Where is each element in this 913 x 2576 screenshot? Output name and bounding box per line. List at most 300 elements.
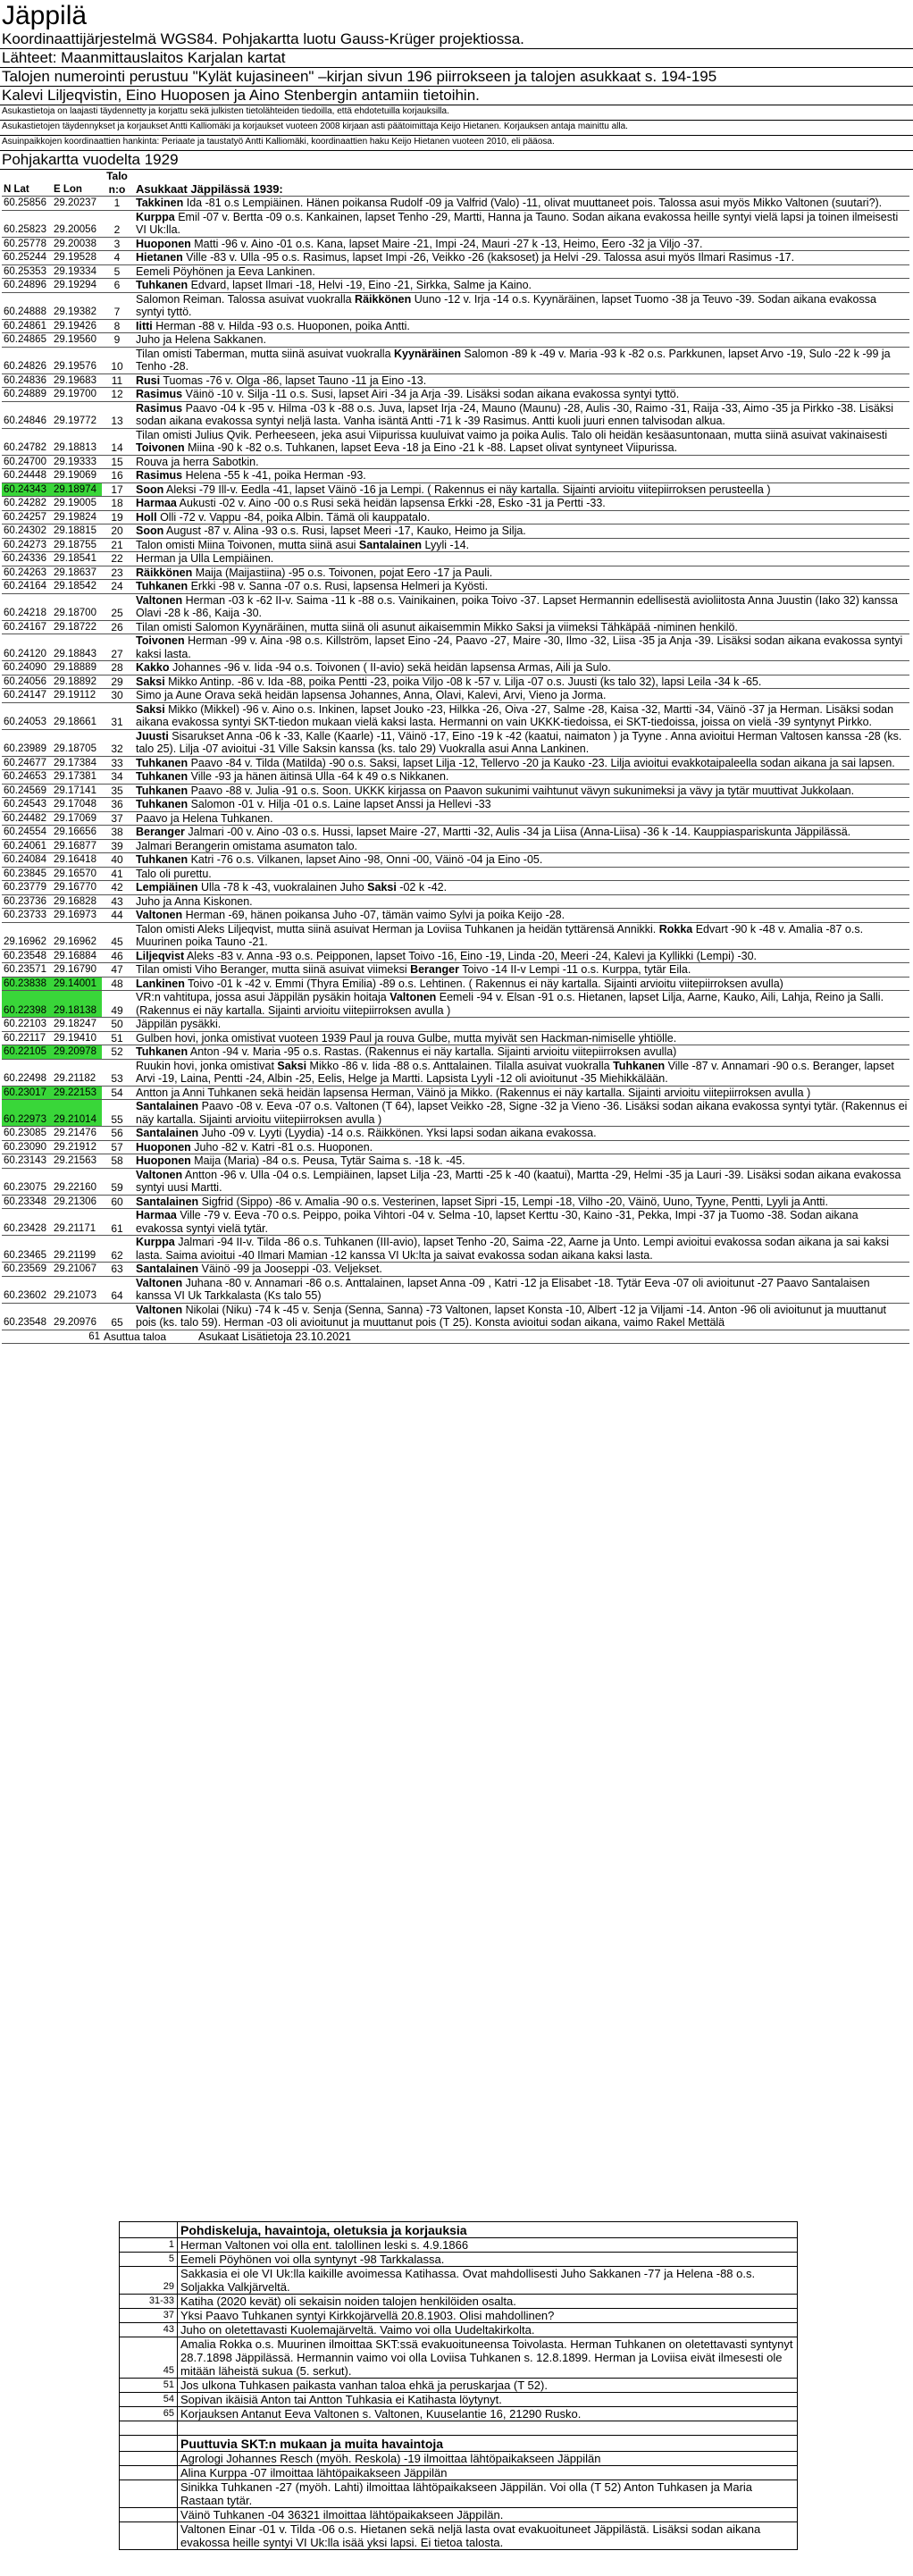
longitude-cell: 29.18815 [52, 524, 102, 539]
longitude-cell: 29.16973 [52, 909, 102, 923]
house-number-cell: 34 [102, 770, 132, 785]
latitude-cell: 60.24053 [2, 702, 52, 729]
latitude-cell: 60.23779 [2, 881, 52, 895]
residents-text: Nikolai (Niku) -74 k -45 v. Senja (Senna, Sanna) -73 Valtonen, lapset Konsta -10, Albert -12 ja Viljami -14. Anton -96 oli avioitunut ja muuttanut pois (ks. talo 59). Herman -03 oli avioitunut ja muuttanut pois (T 25). Konsta avioitui sodan aikana, vaimo Rakel Mettälä [136, 1303, 887, 1329]
empty-cell [120, 2522, 178, 2550]
residents-cell [132, 292, 909, 319]
table-row [2, 661, 909, 675]
obs-missing-row [120, 2480, 798, 2508]
family-name: Rasimus [136, 469, 183, 482]
longitude-cell: 29.18705 [52, 729, 102, 756]
table-row [2, 675, 909, 689]
obs-row [120, 2407, 798, 2421]
residents-cell [132, 1086, 909, 1100]
residents-text: Mikko -86 v. Iida -88 o.s. Anttalainen. Tilalla asuivat vuokralla [306, 1059, 614, 1072]
house-number-cell: 6 [102, 279, 132, 293]
house-number-cell: 4 [102, 251, 132, 265]
residents-text: Katri -76 o.s. Vilkanen, lapset Aino -98, Onni -00, Väinö -04 ja Eino -05. [188, 853, 543, 866]
residents-text: Ville -87 v. Annamari -90 o.s. Beranger, lapset Arvi -19, Laina, Pentti -24, Albin -25, Eelis, Helge ja Martti. Lapsista Lyyli -12 oli avioitunut -35 Miehikkälään. [136, 1059, 894, 1085]
latitude-cell: 60.22973 [2, 1100, 52, 1127]
obs-text: Korjauksen Antanut Eeva Valtonen s. Valtonen, Kuuselantie 16, 21290 Rusko. [178, 2407, 798, 2421]
table-row [2, 469, 909, 483]
residents-cell [132, 661, 909, 675]
table-row [2, 510, 909, 524]
latitude-cell: 60.23348 [2, 1195, 52, 1209]
latitude-cell: 60.24343 [2, 482, 52, 497]
note-line: Asukastietoja on laajasti täydennetty ja korjattu sekä julkisten tietolähteiden tiedoilla, että ehdotetuilla korjauksilla. [0, 105, 913, 121]
longitude-cell: 29.18843 [52, 634, 102, 661]
residents-text: Simo ja Aune Orava sekä heidän lapsensa Johannes, Anna, Olavi, Kalevi, Arvi, Vieno ja Jorma. [136, 689, 607, 701]
obs-heading-row [120, 2222, 798, 2238]
family-name: Santalainen [136, 1263, 199, 1275]
house-number-cell: 16 [102, 469, 132, 483]
observations-table [119, 2221, 798, 2550]
house-number-cell: 62 [102, 1236, 132, 1263]
obs-row [120, 2295, 798, 2309]
residents-text: Tilan omisti Viho Beranger, mutta siinä asuivat viimeksi [136, 963, 411, 976]
latitude-cell: 60.24302 [2, 524, 52, 539]
house-number-cell: 20 [102, 524, 132, 539]
note-line: Asuinpaikkojen koordinaattien hankinta: Periaate ja taustatyö Antti Kalliomäki, koordinaattien haku Keijo Hietanen vuoteen 2010, eli pääosa. [0, 136, 913, 151]
residents-cell [132, 620, 909, 634]
longitude-cell: 29.16828 [52, 894, 102, 909]
house-number-cell: 18 [102, 497, 132, 511]
obs-house-ref: 54 [120, 2393, 178, 2407]
table-row [2, 1140, 909, 1154]
latitude-cell: 60.24084 [2, 853, 52, 868]
update-note: Asukaat Lisätietoja 23.10.2021 [195, 1330, 909, 1344]
table-row [2, 333, 909, 348]
residents-text: Herman -88 v. Hilda -93 o.s. Huoponen, poika Antti. [152, 319, 410, 332]
residents-cell [132, 1195, 909, 1209]
family-name: Holl [136, 510, 157, 524]
table-row [2, 401, 909, 428]
residents-text: Herman ja Ulla Lempiäinen. [136, 552, 274, 565]
latitude-cell: 60.23571 [2, 963, 52, 978]
family-name: Valtonen [136, 1276, 183, 1289]
longitude-cell: 29.22160 [52, 1168, 102, 1195]
house-number-cell: 12 [102, 388, 132, 402]
obs-house-ref: 45 [120, 2337, 178, 2379]
residents-text: VR:n vahtitupa, jossa asui Jäppilän pysäkin hoitaja [136, 991, 390, 1003]
latitude-cell: 60.23090 [2, 1140, 52, 1154]
residents-cell [132, 949, 909, 963]
latitude-cell: 60.24336 [2, 552, 52, 566]
table-row [2, 1303, 909, 1330]
residents-text: Lyyli -14. [422, 538, 470, 551]
obs-row [120, 2337, 798, 2379]
house-number-cell: 65 [102, 1303, 132, 1330]
residents-cell [132, 853, 909, 868]
table-row [2, 1127, 909, 1141]
residents-text: Emil -07 v. Bertta -09 o.s. Kankainen, lapset Tenho -29, Martti, Hanna ja Tauno. Sodan aikana evakossa heille syntyi vielä lapsi ja toinen ilmeisesti VI Uk:lla. [136, 210, 899, 236]
house-number-cell: 45 [102, 922, 132, 949]
residents-text: Eemeli -94 v. Elsan -91 o.s. Hietanen, lapset Lilja, Aarne, Kauko, Aili, Lahja, Reino ja Salli. (Rakennus ei näy kartalla. Sijainti arvioitu viitepiirroksen avulla ) [136, 991, 884, 1017]
latitude-cell: 60.24147 [2, 689, 52, 703]
house-number-cell: 58 [102, 1154, 132, 1169]
table-row [2, 853, 909, 868]
family-name: Saksi [136, 675, 165, 688]
latitude-cell: 60.24554 [2, 826, 52, 840]
residents-text: Talon omisti Aleks Liljeqvist, mutta siinä asuivat Herman ja Loviisa Tuhkanen ja heidän tyttärensä Annikki. [136, 922, 659, 936]
residents-text: Helena -55 k -41, poika Herman -93. [182, 469, 366, 482]
house-number-cell: 55 [102, 1100, 132, 1127]
latitude-cell: 60.23602 [2, 1276, 52, 1303]
residents-text: Edvard, lapset Ilmari -18, Helvi -19, Eino -21, Sirkka, Salme ja Kaino. [188, 279, 532, 291]
family-name: Rokka [658, 922, 693, 936]
latitude-cell: 60.24889 [2, 388, 52, 402]
table-row [2, 811, 909, 826]
house-number-cell: 53 [102, 1059, 132, 1086]
obs-house-ref: 43 [120, 2323, 178, 2337]
observations-section [0, 2221, 913, 2550]
obs-missing-text: Väinö Tuhkanen -04 36321 ilmoittaa lähtöpaikakseen Jäppilän. [178, 2508, 798, 2522]
family-name: Tuhkanen [613, 1059, 666, 1072]
latitude-cell: 60.23548 [2, 1303, 52, 1330]
table-row [2, 922, 909, 949]
house-number-cell: 54 [102, 1086, 132, 1100]
latitude-cell: 60.24677 [2, 756, 52, 770]
obs-text: Eemeli Pöyhönen voi olla syntynyt -98 Tarkkalassa. [178, 2253, 798, 2267]
header-line: Koordinaattijärjestelmä WGS84. Pohjakartta luotu Gauss-Krüger projektiossa. [0, 30, 913, 49]
family-name: Toivonen [136, 441, 185, 454]
family-name: Huoponen [136, 1140, 191, 1154]
latitude-cell: 60.22103 [2, 1018, 52, 1032]
house-number-cell: 48 [102, 977, 132, 991]
residents-cell [132, 675, 909, 689]
house-number-cell: 39 [102, 839, 132, 853]
longitude-cell: 29.19005 [52, 497, 102, 511]
residents-cell [132, 784, 909, 798]
residents-text: Toivo -14 II-v Lempi -11 o.s. Kurppa, tytär Eila. [458, 963, 691, 976]
latitude-cell: 60.24061 [2, 839, 52, 853]
residents-cell [132, 881, 909, 895]
house-number-cell: 25 [102, 593, 132, 620]
residents-cell [132, 1045, 909, 1060]
family-name: Tuhkanen [136, 1045, 188, 1058]
longitude-cell: 29.20038 [52, 237, 102, 251]
residents-cell [132, 1031, 909, 1045]
table-row [2, 1031, 909, 1045]
table-row [2, 428, 909, 455]
residents-text: Maija (Maria) -84 o.s. Peusa, Tytär Saima s. -18 k. -45. [190, 1154, 465, 1167]
longitude-cell: 29.22153 [52, 1086, 102, 1100]
latitude-cell: 60.24861 [2, 319, 52, 333]
house-number-cell: 60 [102, 1195, 132, 1209]
obs-row [120, 2379, 798, 2393]
obs-row [120, 2267, 798, 2295]
family-name: Tuhkanen [136, 770, 188, 783]
family-name: Liljeqvist [136, 949, 185, 962]
obs-text: Jos ulkona Tuhkasen paikasta vanhan taloa ehkä ja peruskarjaa (T 52). [178, 2379, 798, 2393]
map-base-line: Pohjakartta vuodelta 1929 [0, 151, 913, 170]
residents-cell [132, 839, 909, 853]
latitude-cell: 60.24846 [2, 401, 52, 428]
residents-text: Paavo -88 v. Julia -91 o.s. Soon. UKKK kirjassa on Paavon sukunimi vaihtunut vävyn sukunimeksi ja vävy ja tytär muuttivat Jukkolaan. [188, 784, 855, 797]
residents-cell [132, 1236, 909, 1263]
table-row [2, 839, 909, 853]
table-row [2, 867, 909, 881]
header-line: Talojen numerointi perustuu "Kylät kujasineen" –kirjan sivun 196 piirrokseen ja talojen asukkaat s. 194-195 [0, 68, 913, 87]
longitude-cell: 29.19576 [52, 347, 102, 373]
house-number-cell: 51 [102, 1031, 132, 1045]
residents-text: Toivo -01 k -42 v. Emmi (Thyra Emilia) -89 o.s. Lehtinen. ( Rakennus ei näy kartalla. Sijainti arvioitu viitepiirroksen avulla) [184, 977, 783, 990]
family-name: Räikkönen [355, 292, 412, 306]
obs-missing-text: Sinikka Tuhkanen -27 (myöh. Lahti) ilmoittaa lähtöpaikakseen Jäppilän. Voi olla (T 52) Anton Tuhkasen ja Maria Rastaan tytär. [178, 2480, 798, 2508]
residents-text: Paavo ja Helena Tuhkanen. [136, 811, 273, 825]
residents-cell [132, 524, 909, 539]
longitude-cell: 29.18637 [52, 566, 102, 580]
residents-cell [132, 977, 909, 991]
residents-text: Väinö -10 v. Silja -11 o.s. Susi, lapset Airi -34 ja Arja -39. Lisäksi sodan aikana evakossa syntyi tyttö. [182, 388, 680, 400]
table-row [2, 1168, 909, 1195]
latitude-cell: 60.25856 [2, 197, 52, 211]
summary-table [2, 1330, 909, 1345]
empty-cell [120, 2421, 178, 2436]
obs-missing-row [120, 2508, 798, 2522]
table-row [2, 1195, 909, 1209]
residents-text: Talo oli purettu. [136, 867, 212, 880]
table-row [2, 566, 909, 580]
family-name: Kurppa [136, 1236, 175, 1248]
residents-text: Eemeli Pöyhönen ja Eeva Lankinen. [136, 264, 315, 278]
house-number-cell: 47 [102, 963, 132, 978]
house-number-cell: 35 [102, 784, 132, 798]
latitude-cell: 60.24164 [2, 580, 52, 594]
table-row [2, 756, 909, 770]
house-number-cell: 27 [102, 634, 132, 661]
residents-cell [132, 455, 909, 469]
latitude-cell: 29.16962 [2, 922, 52, 949]
residents-text: Olli -72 v. Vappu -84, poika Albin. Tämä oli kauppatalo. [156, 510, 431, 524]
obs-house-ref: 1 [120, 2238, 178, 2253]
family-name: Kurppa [136, 210, 175, 223]
residents-cell [132, 510, 909, 524]
table-row [2, 798, 909, 812]
longitude-cell: 29.19683 [52, 373, 102, 388]
obs-text: Juho on oletettavasti Kuolemajärveltä. Vaimo voi olla Uudeltakirkolta. [178, 2323, 798, 2337]
residents-cell [132, 279, 909, 293]
residents-cell [132, 729, 909, 756]
longitude-cell: 29.21014 [52, 1100, 102, 1127]
residents-text: Tuomas -76 v. Olga -86, lapset Tauno -11 ja Eino -13. [160, 373, 427, 387]
longitude-cell: 29.18247 [52, 1018, 102, 1032]
longitude-cell: 29.19334 [52, 264, 102, 279]
residents-text: Ville -79 v. Eeva -70 o.s. Peippo, poika Vihtori -04 v. Selma -10, lapset Kerttu -30, Kaino -31, Pekka, Impi -37 ja Tuomo -38. Sodan aikana evakossa syntyi vielä tytär. [136, 1209, 859, 1235]
longitude-cell: 29.18541 [52, 552, 102, 566]
table-row [2, 388, 909, 402]
family-name: Valtonen [136, 909, 183, 921]
residents-text: Paavo -04 k -95 v. Hilma -03 k -88 o.s. Juva, lapset Irja -24, Mauno (Maunu) -28, Aulis -30, Raimo -31, Raija -33, Aimo -35 ja Pirkko -38. Lisäksi sodan aikana evakossa syntyi neljä lasta. Vanha isäntä Antti -71 k -39 Rasimus. Antti kuoli juuri ennen talvisodan alkua. [136, 401, 894, 427]
table-row [2, 826, 909, 840]
family-name: Santalainen [136, 1195, 199, 1208]
table-row [2, 1276, 909, 1303]
residents-text: Aukusti -02 v. Aino -00 o.s Rusi sekä heidän lapsensa Erkki -28, Esko -31 ja Pertti -33. [176, 497, 606, 509]
longitude-cell: 29.16570 [52, 867, 102, 881]
longitude-cell: 29.18722 [52, 620, 102, 634]
table-row [2, 729, 909, 756]
table-row [2, 292, 909, 319]
residents-cell [132, 482, 909, 497]
family-name: Tuhkanen [136, 853, 188, 866]
table-row [2, 1045, 909, 1060]
family-name: Tuhkanen [136, 756, 188, 769]
obs-house-ref: 65 [120, 2407, 178, 2421]
residents-cell [132, 1263, 909, 1277]
family-name: Valtonen [136, 1168, 183, 1181]
house-count-label: Asuttua taloa [102, 1330, 195, 1344]
residents-table [2, 170, 909, 1330]
latitude-cell: 60.24090 [2, 661, 52, 675]
residents-text: Herman -99 v. Aina -98 o.s. Killström, lapset Eino -24, Paavo -27, Maire -30, Ilmo -32, Liisa -35 ja Anja -39. Lisäksi sodan aikana evakossa syntyi kaksi lasta. [136, 634, 903, 660]
obs-missing-row [120, 2466, 798, 2480]
house-number-cell: 49 [102, 991, 132, 1018]
family-name: Valtonen [136, 1303, 183, 1316]
longitude-cell: 29.17384 [52, 756, 102, 770]
table-row [2, 580, 909, 594]
longitude-cell: 29.16418 [52, 853, 102, 868]
longitude-cell: 29.18542 [52, 580, 102, 594]
table-row [2, 689, 909, 703]
longitude-cell: 29.17069 [52, 811, 102, 826]
residents-cell [132, 689, 909, 703]
residents-cell [132, 894, 909, 909]
longitude-cell: 29.21306 [52, 1195, 102, 1209]
empty-cell [120, 2452, 178, 2466]
family-name: Harmaa [136, 1209, 177, 1221]
table-row [2, 593, 909, 620]
family-name: Iitti [136, 319, 153, 332]
longitude-cell: 29.19824 [52, 510, 102, 524]
longitude-cell: 29.19333 [52, 455, 102, 469]
table-row [2, 1086, 909, 1100]
latitude-cell: 60.25778 [2, 237, 52, 251]
table-row [2, 319, 909, 333]
family-name: Santalainen [136, 1100, 199, 1112]
house-number-cell: 7 [102, 292, 132, 319]
longitude-cell: 29.16884 [52, 949, 102, 963]
table-row [2, 634, 909, 661]
house-number-cell: 40 [102, 853, 132, 868]
obs-text: Sopivan ikäisiä Anton tai Antton Tuhkasia ei Katihasta löytynyt. [178, 2393, 798, 2407]
obs-house-ref: 31-33 [120, 2295, 178, 2309]
residents-text: Ruukin hovi, jonka omistivat [136, 1059, 278, 1072]
table-row [2, 373, 909, 388]
residents-text: Sigfrid (Sippo) -86 v. Amalia -90 o.s. Vesterinen, lapset Sipri -15, Lempi -18, Vilho -20, Väinö, Uuno, Tyyne, Pentti, Lyyli ja Antti. [198, 1195, 828, 1208]
table-row [2, 1154, 909, 1169]
family-name: Santalainen [358, 538, 423, 551]
family-name: Santalainen [136, 1127, 199, 1139]
family-name: Valtonen [389, 991, 437, 1003]
obs-text: Sakkasia ei ole VI Uk:lla kaikille avoimessa Katihassa. Ovat mahdollisesti Juho Sakkanen -77 ja Helena -88 o.s. Soljakka Valkjärveltä. [178, 2267, 798, 2295]
house-number-cell: 38 [102, 826, 132, 840]
house-number-cell: 37 [102, 811, 132, 826]
residents-cell [132, 197, 909, 211]
col-residents-header: Asukkaat Jäppilässä 1939: [132, 170, 909, 197]
longitude-cell: 29.20978 [52, 1045, 102, 1060]
residents-cell [132, 1276, 909, 1303]
longitude-cell: 29.18755 [52, 538, 102, 552]
latitude-cell: 60.25353 [2, 264, 52, 279]
house-number-cell: 43 [102, 894, 132, 909]
page-title: Jäppilä [2, 1, 88, 30]
latitude-cell: 60.23569 [2, 1263, 52, 1277]
obs-row [120, 2323, 798, 2337]
family-name: Saksi [277, 1059, 307, 1072]
latitude-cell: 60.24218 [2, 593, 52, 620]
residents-text: Ville -83 v. Ulla -95 o.s. Rasimus, lapset Impi -26, Veikko -26 (kaksoset) ja Helvi -29. Talossa asui myös Ilmari Rasimus -17. [182, 251, 795, 264]
col-lon-header: E Lon [52, 170, 102, 197]
family-name: Harmaa [136, 497, 177, 509]
residents-text: August -87 v. Alina -93 o.s. Rusi, lapset Meeri -17, Kauko, Heimo ja Silja. [163, 524, 526, 537]
residents-cell [132, 580, 909, 594]
table-row [2, 770, 909, 785]
table-row [2, 1059, 909, 1086]
residents-text: Salomon -01 v. Hilja -01 o.s. Laine lapset Anssi ja Hellevi -33 [188, 798, 491, 810]
residents-text: Juho ja Helena Sakkanen. [136, 333, 266, 346]
latitude-cell: 60.22398 [2, 991, 52, 1018]
house-number-cell: 13 [102, 401, 132, 428]
obs-missing-row [120, 2452, 798, 2466]
longitude-cell: 29.19700 [52, 388, 102, 402]
family-name: Rusi [136, 373, 161, 387]
house-number-cell: 5 [102, 264, 132, 279]
house-number-cell: 52 [102, 1045, 132, 1060]
residents-cell [132, 251, 909, 265]
residents-cell [132, 347, 909, 373]
header-line: Lähteet: Maanmittauslaitos Karjalan kartat [0, 49, 913, 68]
house-number-cell: 61 [102, 1209, 132, 1236]
table-row [2, 251, 909, 265]
house-number-cell: 57 [102, 1140, 132, 1154]
residents-text: Aleks -83 v. Anna -93 o.s. Peipponen, lapset Toivo -16, Eino -19, Linda -20, Meeri -24, Kalevi ja Kyllikki (Lempi) -30. [184, 949, 758, 962]
latitude-cell: 60.22117 [2, 1031, 52, 1045]
house-number-cell: 46 [102, 949, 132, 963]
house-number-cell: 30 [102, 689, 132, 703]
col-no-header: Talo n:o [102, 170, 132, 197]
house-number-cell: 42 [102, 881, 132, 895]
latitude-cell: 60.24569 [2, 784, 52, 798]
longitude-cell: 29.21476 [52, 1127, 102, 1141]
latitude-cell: 60.24836 [2, 373, 52, 388]
latitude-cell: 60.23143 [2, 1154, 52, 1169]
table-row [2, 1018, 909, 1032]
residents-cell [132, 373, 909, 388]
table-row [2, 963, 909, 978]
table-header-row [2, 170, 909, 197]
residents-cell [132, 1140, 909, 1154]
residents-cell [132, 1168, 909, 1195]
longitude-cell: 29.16656 [52, 826, 102, 840]
house-number-cell: 3 [102, 237, 132, 251]
obs-house-ref: 29 [120, 2267, 178, 2295]
residents-text: Jalmari -94 II-v. Tilda -86 o.s. Tuhkanen (III-avio), lapset Tenho -20, Saima -22, Aarne ja Unto. Lempi avioitui evakossa sodan aikana ja sai kaksi lasta. Saima avioitui -40 Ilmari Mamian -12 kanssa VI Uk:lta ja saivat evakossa sodan aikana kaksi lasta. [136, 1236, 889, 1262]
latitude-cell: 60.24273 [2, 538, 52, 552]
latitude-cell: 60.24257 [2, 510, 52, 524]
family-name: Juusti [136, 729, 169, 743]
residents-text: Edvart -90 k -48 v. Amalia -87 o.s. Muurinen poika Tauno -21. [136, 922, 864, 948]
empty-cell [120, 2480, 178, 2508]
table-row [2, 524, 909, 539]
residents-text: -02 k -42. [396, 881, 448, 894]
obs-row [120, 2253, 798, 2267]
house-number-cell: 32 [102, 729, 132, 756]
latitude-cell: 60.25244 [2, 251, 52, 265]
longitude-cell: 29.17048 [52, 798, 102, 812]
latitude-cell: 60.23085 [2, 1127, 52, 1141]
longitude-cell: 29.19772 [52, 401, 102, 428]
obs-heading: Pohdiskeluja, havaintoja, oletuksia ja korjauksia [178, 2222, 798, 2238]
